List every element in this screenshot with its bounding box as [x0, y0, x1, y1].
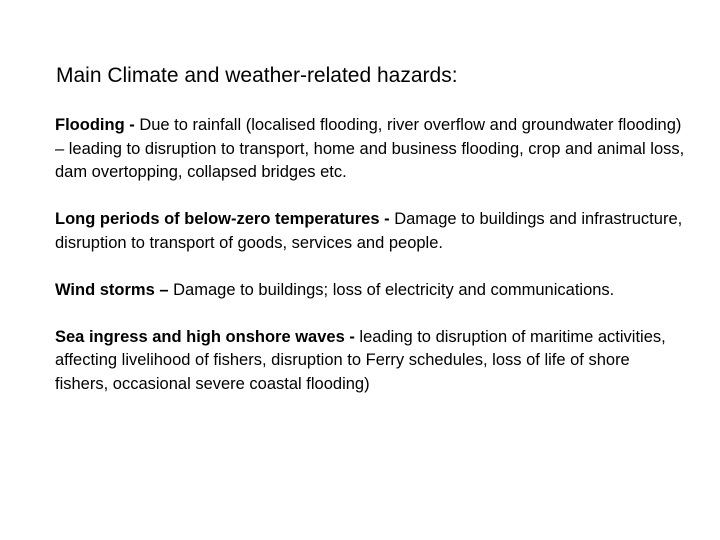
hazard-term: Sea ingress and high onshore waves - — [55, 327, 355, 346]
hazards-list — [55, 114, 685, 420]
hazard-description: Damage to buildings and infrastructure, disruption to transport of goods, services and people. — [55, 210, 683, 252]
hazard-item-below-zero-temperatures — [55, 208, 685, 255]
hazard-item-flooding — [55, 114, 685, 185]
hazard-item-wind-storms — [55, 279, 685, 303]
hazard-term: Wind storms – — [55, 280, 169, 299]
slide-title: Main Climate and weather-related hazards: — [56, 64, 458, 87]
hazard-description: leading to disruption of maritime activities, affecting livelihood of fishers, disruption to Ferry schedules, loss of life of shore fishers, occasional severe coastal flooding) — [55, 327, 666, 393]
hazard-description: Damage to buildings; loss of electricity and communications. — [168, 280, 615, 299]
hazard-term: Flooding - — [55, 116, 135, 134]
hazard-item-sea-ingress — [55, 326, 685, 397]
hazard-term: Long periods of below-zero temperatures - — [55, 210, 390, 228]
hazard-description: Due to rainfall (localised flooding, river overflow and groundwater flooding) – leading to disruption to transport, home and business flooding, crop and animal loss, dam overtopping, collapsed bridges etc. — [55, 116, 685, 181]
